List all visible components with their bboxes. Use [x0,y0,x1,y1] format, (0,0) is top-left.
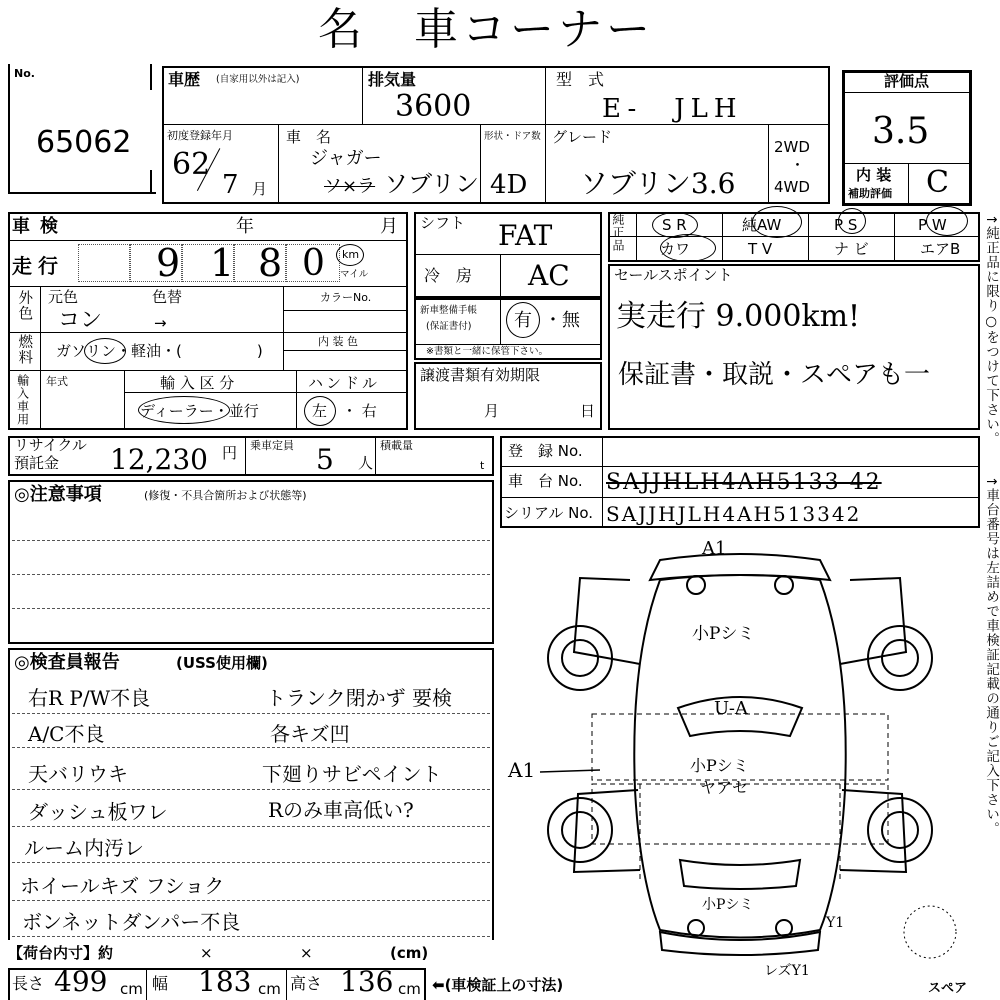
width-value: 183 [198,965,252,998]
sales-point-line2: 保証書・取説・スペアも一 [618,360,931,390]
left-handle-circle [304,396,336,426]
equip-leather: カワ [660,240,691,258]
manual-label-2: (保証書付) [426,321,472,332]
cargo-x2: × [300,944,313,962]
fuel-side-label: 燃料 [16,334,33,365]
drive-2wd: 2WD [774,138,810,156]
inspection-month: 月 [380,216,398,237]
notes-label: ◎注意事項 [14,484,102,505]
diagram-rear-note: 小Pシミ [702,897,754,913]
inspector-left-4: ダッシュ板ワレ [28,800,168,824]
diagram-a1-side: A1 [508,758,536,782]
capacity-label: 乗車定員 [250,439,294,452]
serial-value: SAJJHJLH4AH513342 [606,502,862,526]
width-unit: cm [258,980,281,998]
history-note: (自家用以外は記入) [216,74,300,85]
height-label: 高さ [290,974,323,993]
inspector-left-1: 右R P/W不良 [28,686,151,710]
sales-point-box [608,264,980,430]
transfer-label: 譲渡書類有効期限 [420,366,541,384]
capacity-value: 5 [316,443,334,476]
inspector-left-6: ホイールキズ フショク [20,874,225,898]
mileage-unit-mile: マイル [340,269,369,280]
chassis-label: 車 台 No. [508,472,583,490]
pw-circle [926,206,968,236]
equip-pw: P W [918,216,947,234]
dims-note: ⬅(車検証上の寸法) [432,976,564,994]
fuel-options: ガソリン・軽油・( ) [56,342,263,360]
inspector-left-5: ルーム内汚レ [24,836,144,860]
color-side-label: 外色 [16,290,33,321]
equip-ps: P S [834,216,858,234]
diagram-roof-note: 小Pシミ [692,624,755,644]
mileage-digit-boxes [78,241,340,285]
import-year-label: 年式 [46,375,68,388]
model-label: 型 式 [556,70,605,89]
inspector-label: ◎検査員報告 [14,652,120,673]
mileage-digit-2: 1 [210,241,235,285]
ps-circle [838,208,866,234]
grade-label: グレード [552,128,613,146]
cargo-label: 【荷台内寸】約 [8,944,114,962]
first-reg-month: 7 [222,170,239,200]
inspector-right-4: Rのみ車高低い? [268,798,414,822]
first-reg-month-unit: 月 [252,180,268,198]
color-arrow: → [154,314,167,332]
diagram-panel-note-2: ヤアセ [700,778,748,797]
import-type-value: ディーラー・並行 [140,402,259,420]
recycle-label-1: リサイクル [14,436,87,454]
chassis-value: SAJJHLH4AH5133 42 [606,470,882,495]
mileage-digit-4: 0 [302,243,325,284]
manual-yes: 有 [514,310,532,331]
equip-tv: T V [748,240,773,258]
serial-label: シリアル No. [504,504,594,522]
score-label: 評価点 [884,72,930,90]
grade-value: ソブリン3.6 [580,167,736,200]
lot-number: 65062 [36,125,132,160]
inspector-left-3: 天バリウキ [28,762,128,786]
displacement-label: 排気量 [368,70,417,89]
diagram-a1-top: A1 [702,538,727,559]
recycle-unit: 円 [222,444,238,462]
side-note-chassis: ↑車台番号は左詰めで車検証記載の通りご記入下さい。 [983,476,1000,837]
import-side-label: 輸入車用 [15,374,30,426]
aw-circle [752,206,802,238]
diagram-rear-bumper: レズY1 [764,963,810,979]
page-title: 名 車コーナー [318,4,654,55]
equip-airbag: エアB [920,240,961,258]
diagram-spare: スペア [928,981,968,996]
mileage-label: 走行 [12,254,64,278]
sales-point-line1: 実走行 9.000km! [616,299,861,334]
mileage-digit-1: 9 [156,241,181,285]
length-unit: cm [120,980,143,998]
cargo-x1: × [200,944,213,962]
equipment-side-label: 純正品 [611,213,625,252]
length-value: 499 [54,965,108,998]
width-label: 幅 [152,974,169,993]
lot-no-label: No. [14,67,35,80]
score-value: 3.5 [872,111,930,152]
manual-note: ※書類と一緒に保管下さい。 [426,346,548,357]
history-label: 車歴 [168,70,201,89]
side-note-equipment: ↑純正品に限り○をつけて下さい。 [983,214,1000,447]
car-name-label: 車 名 [286,128,332,146]
diagram-panel-note-1: 小Pシミ [690,756,749,775]
doors-label: 形状・ドア数 [484,131,541,142]
mileage-unit-km: km [342,248,360,261]
inspector-left-2: A/C不良 [28,722,105,746]
height-unit: cm [398,980,421,998]
recycle-value: 12,230 [110,443,208,476]
handle-right: ・ 右 [342,402,377,420]
interior-color-label: 内 装 色 [318,335,358,348]
first-reg-year: 62 [172,147,211,182]
drive-dot: ・ [790,156,806,174]
car-name-line1: ジャガー [310,148,382,169]
inspector-sub: (USS使用欄) [176,654,268,672]
cargo-unit: (cm) [390,944,429,962]
inspector-right-1: トランク閉かず 要検 [266,686,452,710]
color-value: コン [58,308,103,333]
height-value: 136 [340,965,394,998]
mileage-digit-3: 8 [258,241,283,285]
length-label: 長さ [12,974,45,993]
transfer-month: 月 [484,402,500,420]
manual-label-1: 新車整備手帳 [420,305,478,316]
capacity-unit: 人 [358,454,374,472]
transfer-day: 日 [580,402,596,420]
registration-label: 登 録 No. [508,442,583,460]
aircon-label: 冷 房 [424,266,473,285]
shift-value: FAT [498,219,553,252]
color-orig-label: 元色 [48,288,79,306]
recycle-label-2: 預託金 [14,454,60,472]
inspector-left-7: ボンネットダンパー不良 [22,910,241,934]
notes-sub: (修復・不具合箇所および状態等) [144,489,307,502]
aircon-value: AC [528,259,570,292]
import-type-label: 輸 入 区 分 [160,374,235,392]
displacement-value: 3600 [395,89,472,124]
inspection-year: 年 [236,216,254,237]
handle-label: ハンドル [308,374,381,392]
manual-no: ・無 [544,310,580,331]
color-no-label: カラーNo. [320,291,372,304]
inspection-label: 車検 [12,216,68,237]
shift-label: シフト [420,214,466,232]
load-label: 積載量 [380,439,413,452]
equip-sr: S R [662,216,687,234]
diagram-y1: Y1 [826,915,845,931]
doors-value: 4D [490,170,528,200]
car-name-line2: ソブリン [384,170,480,198]
dealer-circle [138,396,230,424]
handle-left: 左 [312,402,328,420]
interior-label-1: 内 装 [856,166,892,184]
manual-yes-circle [506,302,540,338]
gasoline-circle [84,338,126,364]
first-reg-label: 初度登録年月 [167,129,233,142]
inspector-right-2: 各キズ凹 [270,722,350,746]
equip-aw: 純AW [742,216,782,234]
load-unit: t [480,459,485,472]
interior-value: C [926,165,949,200]
interior-label-2: 補助評価 [848,187,892,200]
sales-point-label: セールスポイント [614,266,733,284]
equip-navi: ナ ビ [834,240,869,258]
leather-circle [660,234,716,262]
inspector-right-3: 下廻りサビペイント [262,762,442,786]
model-value: E- JLH [602,94,743,124]
car-name-struck: ソ×ラ [324,176,376,197]
color-repaint-label: 色替 [152,288,183,306]
drive-4wd: 4WD [774,178,810,196]
diagram-roof-mark: U-A [714,698,748,719]
